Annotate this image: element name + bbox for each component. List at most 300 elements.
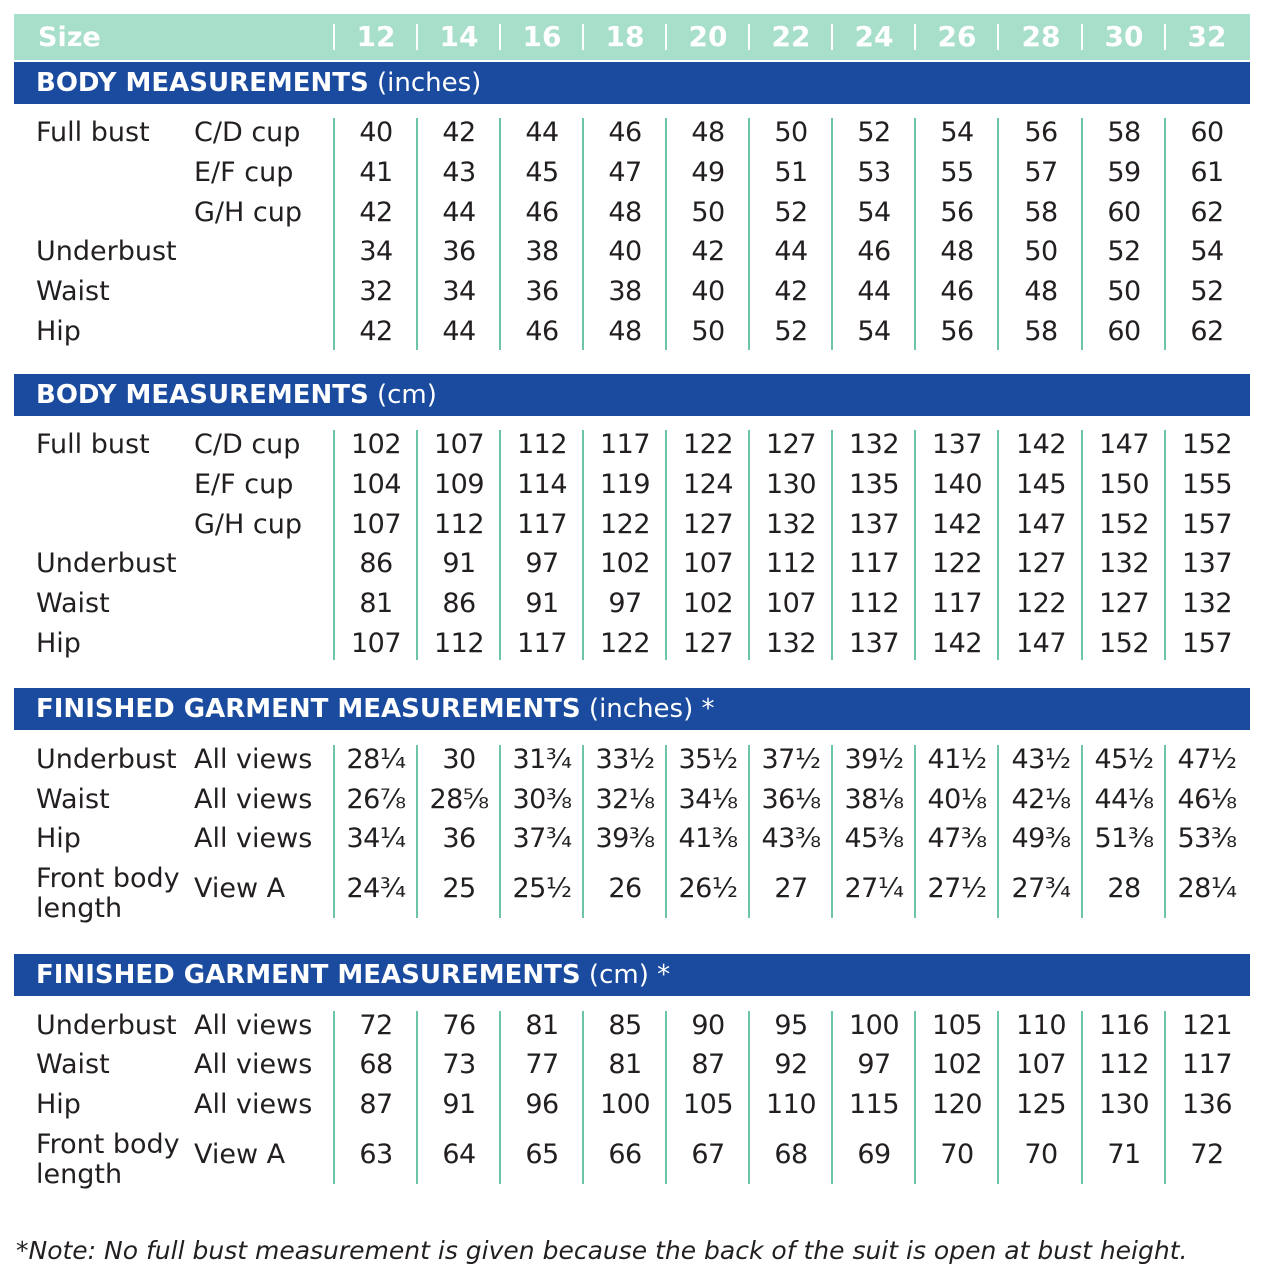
size-separator (665, 24, 667, 50)
table-cell: 32⅛ (595, 784, 655, 815)
table-cell: 107 (350, 628, 402, 659)
table-cell: 127 (682, 628, 734, 659)
table-cell: 54 (857, 197, 891, 228)
table-cell: 127 (765, 429, 817, 460)
table-cell: 119 (599, 469, 651, 500)
table-cell: 40 (608, 236, 642, 267)
size-column-header: 32 (1187, 20, 1227, 53)
table-cell: 97 (525, 548, 559, 579)
table-cell: 45 (525, 157, 559, 188)
table-cell: 91 (525, 588, 559, 619)
row-sublabel: All views (194, 784, 313, 815)
table-cell: 112 (765, 548, 817, 579)
table-cell: 64 (442, 1139, 476, 1170)
table-cell: 28¼ (1177, 873, 1237, 904)
row-sublabel: G/H cup (194, 197, 302, 228)
row-label: Hip (36, 1089, 81, 1120)
column-divider (831, 1011, 833, 1184)
table-cell: 54 (857, 316, 891, 347)
row-sublabel: E/F cup (194, 469, 294, 500)
table-cell: 155 (1181, 469, 1233, 500)
table-cell: 102 (350, 429, 402, 460)
table-cell: 27¼ (844, 873, 904, 904)
size-separator (582, 24, 584, 50)
section-title: FINISHED GARMENT MEASUREMENTS (inches) * (36, 694, 715, 724)
table-cell: 50 (1024, 236, 1058, 267)
table-cell: 38⅛ (844, 784, 904, 815)
table-cell: 127 (1098, 588, 1150, 619)
table-cell: 107 (765, 588, 817, 619)
table-cell: 58 (1024, 316, 1058, 347)
table-cell: 117 (516, 628, 568, 659)
table-cell: 54 (1190, 236, 1224, 267)
table-cell: 122 (931, 548, 983, 579)
size-separator (499, 24, 501, 50)
table-cell: 117 (848, 548, 900, 579)
table-cell: 142 (931, 628, 983, 659)
column-divider (748, 745, 750, 918)
table-cell: 49⅜ (1011, 823, 1071, 854)
size-label: Size (38, 22, 101, 53)
table-cell: 127 (682, 509, 734, 540)
table-cell: 152 (1098, 509, 1150, 540)
table-cell: 50 (691, 316, 725, 347)
table-cell: 33½ (595, 744, 655, 775)
table-cell: 137 (848, 628, 900, 659)
table-cell: 112 (433, 509, 485, 540)
table-cell: 112 (848, 588, 900, 619)
table-cell: 25½ (512, 873, 572, 904)
table-cell: 25 (442, 873, 476, 904)
table-cell: 62 (1190, 197, 1224, 228)
table-cell: 47½ (1177, 744, 1237, 775)
table-cell: 112 (433, 628, 485, 659)
table-cell: 26⅞ (346, 784, 406, 815)
table-cell: 86 (442, 588, 476, 619)
table-cell: 107 (433, 429, 485, 460)
table-cell: 124 (682, 469, 734, 500)
table-cell: 122 (682, 429, 734, 460)
table-cell: 24¾ (346, 873, 406, 904)
table-cell: 132 (1098, 548, 1150, 579)
column-divider (831, 430, 833, 660)
column-divider (499, 430, 501, 660)
table-cell: 58 (1024, 197, 1058, 228)
table-cell: 152 (1098, 628, 1150, 659)
row-label-continued: length (36, 893, 123, 924)
table-cell: 76 (442, 1010, 476, 1041)
size-separator (914, 24, 916, 50)
column-divider (582, 430, 584, 660)
table-cell: 130 (765, 469, 817, 500)
column-divider (665, 118, 667, 350)
table-cell: 37¾ (512, 823, 572, 854)
table-cell: 46⅛ (1177, 784, 1237, 815)
row-label: Waist (36, 588, 110, 619)
table-cell: 40⅛ (927, 784, 987, 815)
size-separator (416, 24, 418, 50)
table-cell: 46 (525, 316, 559, 347)
table-cell: 61 (1190, 157, 1224, 188)
table-cell: 147 (1015, 509, 1067, 540)
table-cell: 115 (848, 1089, 900, 1120)
table-cell: 43½ (1011, 744, 1071, 775)
column-divider (1164, 118, 1166, 350)
size-column-header: 14 (439, 20, 479, 53)
table-cell: 42 (774, 276, 808, 307)
section-bar-body-cm (14, 374, 1250, 416)
table-cell: 85 (608, 1010, 642, 1041)
column-divider (1081, 430, 1083, 660)
column-divider (333, 745, 335, 918)
row-sublabel: C/D cup (194, 429, 301, 460)
table-cell: 56 (940, 316, 974, 347)
table-cell: 48 (940, 236, 974, 267)
row-sublabel: View A (194, 873, 286, 904)
table-cell: 60 (1107, 316, 1141, 347)
table-cell: 45⅜ (844, 823, 904, 854)
size-column-header: 24 (854, 20, 894, 53)
table-cell: 52 (774, 197, 808, 228)
section-title: BODY MEASUREMENTS (cm) (36, 380, 437, 410)
table-cell: 90 (691, 1010, 725, 1041)
table-cell: 67 (691, 1139, 725, 1170)
table-cell: 38 (525, 236, 559, 267)
table-cell: 52 (857, 117, 891, 148)
table-cell: 36 (442, 823, 476, 854)
table-cell: 87 (359, 1089, 393, 1120)
row-label: Underbust (36, 744, 177, 775)
table-cell: 30⅜ (512, 784, 572, 815)
table-cell: 46 (857, 236, 891, 267)
table-cell: 54 (940, 117, 974, 148)
table-cell: 44 (857, 276, 891, 307)
table-cell: 91 (442, 1089, 476, 1120)
table-cell: 47⅜ (927, 823, 987, 854)
table-cell: 44 (442, 316, 476, 347)
column-divider (499, 118, 501, 350)
row-sublabel: All views (194, 1049, 313, 1080)
table-cell: 125 (1015, 1089, 1067, 1120)
table-cell: 73 (442, 1049, 476, 1080)
table-cell: 40 (691, 276, 725, 307)
section-title: FINISHED GARMENT MEASUREMENTS (cm) * (36, 960, 671, 990)
size-column-header: 26 (937, 20, 977, 53)
table-cell: 26 (608, 873, 642, 904)
table-cell: 150 (1098, 469, 1150, 500)
table-cell: 56 (940, 197, 974, 228)
column-divider (499, 1011, 501, 1184)
size-column-header: 18 (605, 20, 645, 53)
table-cell: 107 (1015, 1049, 1067, 1080)
table-cell: 95 (774, 1010, 808, 1041)
table-cell: 44 (525, 117, 559, 148)
table-cell: 51 (774, 157, 808, 188)
table-cell: 102 (599, 548, 651, 579)
table-cell: 135 (848, 469, 900, 500)
table-cell: 36 (442, 236, 476, 267)
table-cell: 102 (682, 588, 734, 619)
table-cell: 122 (1015, 588, 1067, 619)
table-cell: 137 (848, 509, 900, 540)
column-divider (914, 430, 916, 660)
table-cell: 120 (931, 1089, 983, 1120)
table-cell: 42 (691, 236, 725, 267)
table-cell: 145 (1015, 469, 1067, 500)
table-cell: 41½ (927, 744, 987, 775)
row-label: Full bust (36, 117, 150, 148)
size-separator (831, 24, 833, 50)
table-cell: 77 (525, 1049, 559, 1080)
table-cell: 63 (359, 1139, 393, 1170)
table-cell: 34 (359, 236, 393, 267)
row-sublabel: All views (194, 823, 313, 854)
table-cell: 97 (608, 588, 642, 619)
column-divider (582, 1011, 584, 1184)
table-cell: 91 (442, 548, 476, 579)
column-divider (333, 430, 335, 660)
row-label: Underbust (36, 236, 177, 267)
table-cell: 117 (931, 588, 983, 619)
table-cell: 136 (1181, 1089, 1233, 1120)
table-cell: 110 (1015, 1010, 1067, 1041)
table-cell: 48 (608, 197, 642, 228)
row-label: Hip (36, 823, 81, 854)
table-cell: 102 (931, 1049, 983, 1080)
table-cell: 69 (857, 1139, 891, 1170)
size-separator (1081, 24, 1083, 50)
row-label: Front body (36, 1129, 180, 1160)
row-label: Underbust (36, 548, 177, 579)
table-cell: 137 (931, 429, 983, 460)
column-divider (914, 1011, 916, 1184)
column-divider (582, 745, 584, 918)
row-label: Waist (36, 276, 110, 307)
row-label-continued: length (36, 1159, 123, 1190)
section-bar-body-inches (14, 62, 1250, 104)
table-cell: 72 (359, 1010, 393, 1041)
table-cell: 28 (1107, 873, 1141, 904)
row-sublabel: G/H cup (194, 509, 302, 540)
size-separator (1164, 24, 1166, 50)
table-cell: 147 (1015, 628, 1067, 659)
table-cell: 50 (774, 117, 808, 148)
table-cell: 43⅜ (761, 823, 821, 854)
table-cell: 53 (857, 157, 891, 188)
row-label: Hip (36, 316, 81, 347)
footnote: *Note: No full bust measurement is given because the back of the suit is open at bust height. (16, 1236, 1188, 1265)
table-cell: 105 (682, 1089, 734, 1120)
table-cell: 27½ (927, 873, 987, 904)
table-cell: 60 (1107, 197, 1141, 228)
table-cell: 132 (848, 429, 900, 460)
section-title: BODY MEASUREMENTS (inches) (36, 68, 482, 98)
table-cell: 110 (765, 1089, 817, 1120)
table-cell: 116 (1098, 1010, 1150, 1041)
column-divider (997, 745, 999, 918)
table-cell: 97 (857, 1049, 891, 1080)
row-sublabel: View A (194, 1139, 286, 1170)
column-divider (416, 430, 418, 660)
table-cell: 92 (774, 1049, 808, 1080)
table-cell: 34 (442, 276, 476, 307)
table-cell: 68 (774, 1139, 808, 1170)
table-cell: 52 (1190, 276, 1224, 307)
table-cell: 105 (931, 1010, 983, 1041)
table-cell: 152 (1181, 429, 1233, 460)
table-cell: 52 (1107, 236, 1141, 267)
section-bar-garment-inches (14, 688, 1250, 730)
table-cell: 58 (1107, 117, 1141, 148)
row-label: Waist (36, 784, 110, 815)
table-cell: 46 (940, 276, 974, 307)
table-cell: 48 (608, 316, 642, 347)
column-divider (748, 1011, 750, 1184)
table-cell: 35½ (678, 744, 738, 775)
table-cell: 122 (599, 509, 651, 540)
column-divider (1164, 1011, 1166, 1184)
column-divider (997, 1011, 999, 1184)
column-divider (333, 118, 335, 350)
table-cell: 48 (1024, 276, 1058, 307)
table-cell: 31¾ (512, 744, 572, 775)
table-cell: 48 (691, 117, 725, 148)
table-cell: 81 (608, 1049, 642, 1080)
column-divider (831, 745, 833, 918)
table-cell: 36⅛ (761, 784, 821, 815)
table-cell: 68 (359, 1049, 393, 1080)
table-cell: 26½ (678, 873, 738, 904)
size-column-header: 22 (771, 20, 811, 53)
table-cell: 27¾ (1011, 873, 1071, 904)
table-cell: 41 (359, 157, 393, 188)
row-sublabel: All views (194, 1010, 313, 1041)
column-divider (582, 118, 584, 350)
table-cell: 117 (599, 429, 651, 460)
column-divider (748, 430, 750, 660)
table-cell: 140 (931, 469, 983, 500)
table-cell: 114 (516, 469, 568, 500)
table-cell: 137 (1181, 548, 1233, 579)
table-cell: 121 (1181, 1010, 1233, 1041)
table-cell: 55 (940, 157, 974, 188)
table-cell: 45½ (1094, 744, 1154, 775)
column-divider (416, 118, 418, 350)
table-cell: 42 (359, 316, 393, 347)
row-label: Front body (36, 863, 180, 894)
size-separator (748, 24, 750, 50)
table-cell: 46 (608, 117, 642, 148)
column-divider (914, 118, 916, 350)
column-divider (665, 745, 667, 918)
row-label: Underbust (36, 1010, 177, 1041)
table-cell: 117 (516, 509, 568, 540)
table-cell: 104 (350, 469, 402, 500)
table-cell: 62 (1190, 316, 1224, 347)
table-cell: 44⅛ (1094, 784, 1154, 815)
table-cell: 66 (608, 1139, 642, 1170)
column-divider (748, 118, 750, 350)
table-cell: 127 (1015, 548, 1067, 579)
table-cell: 59 (1107, 157, 1141, 188)
column-divider (416, 1011, 418, 1184)
size-column-header: 12 (356, 20, 396, 53)
table-cell: 157 (1181, 628, 1233, 659)
table-cell: 132 (1181, 588, 1233, 619)
table-cell: 130 (1098, 1089, 1150, 1120)
column-divider (914, 745, 916, 918)
table-cell: 40 (359, 117, 393, 148)
table-cell: 109 (433, 469, 485, 500)
table-cell: 107 (682, 548, 734, 579)
table-cell: 71 (1107, 1139, 1141, 1170)
table-cell: 112 (516, 429, 568, 460)
table-cell: 81 (525, 1010, 559, 1041)
table-cell: 122 (599, 628, 651, 659)
table-cell: 81 (359, 588, 393, 619)
size-column-header: 20 (688, 20, 728, 53)
table-cell: 132 (765, 509, 817, 540)
table-cell: 142 (1015, 429, 1067, 460)
table-cell: 38 (608, 276, 642, 307)
table-cell: 28⅝ (429, 784, 489, 815)
row-sublabel: C/D cup (194, 117, 301, 148)
column-divider (333, 1011, 335, 1184)
table-cell: 117 (1181, 1049, 1233, 1080)
table-cell: 41⅜ (678, 823, 738, 854)
section-bar-garment-cm (14, 954, 1250, 996)
column-divider (499, 745, 501, 918)
table-cell: 87 (691, 1049, 725, 1080)
row-sublabel: E/F cup (194, 157, 294, 188)
table-cell: 132 (765, 628, 817, 659)
table-cell: 147 (1098, 429, 1150, 460)
size-header (14, 14, 1250, 60)
size-separator (997, 24, 999, 50)
column-divider (1081, 118, 1083, 350)
table-cell: 42 (359, 197, 393, 228)
table-cell: 44 (774, 236, 808, 267)
column-divider (416, 745, 418, 918)
table-cell: 37½ (761, 744, 821, 775)
column-divider (997, 430, 999, 660)
table-cell: 70 (1024, 1139, 1058, 1170)
table-cell: 107 (350, 509, 402, 540)
row-label: Waist (36, 1049, 110, 1080)
table-cell: 100 (599, 1089, 651, 1120)
table-cell: 57 (1024, 157, 1058, 188)
table-cell: 53⅜ (1177, 823, 1237, 854)
row-label: Hip (36, 628, 81, 659)
table-cell: 42 (442, 117, 476, 148)
table-cell: 46 (525, 197, 559, 228)
table-cell: 112 (1098, 1049, 1150, 1080)
table-cell: 52 (774, 316, 808, 347)
column-divider (1081, 1011, 1083, 1184)
table-cell: 28¼ (346, 744, 406, 775)
table-cell: 34¼ (346, 823, 406, 854)
table-cell: 100 (848, 1010, 900, 1041)
column-divider (1164, 745, 1166, 918)
table-cell: 27 (774, 873, 808, 904)
table-cell: 43 (442, 157, 476, 188)
table-cell: 39⅜ (595, 823, 655, 854)
row-sublabel: All views (194, 1089, 313, 1120)
table-cell: 157 (1181, 509, 1233, 540)
table-cell: 56 (1024, 117, 1058, 148)
table-cell: 65 (525, 1139, 559, 1170)
table-cell: 50 (691, 197, 725, 228)
